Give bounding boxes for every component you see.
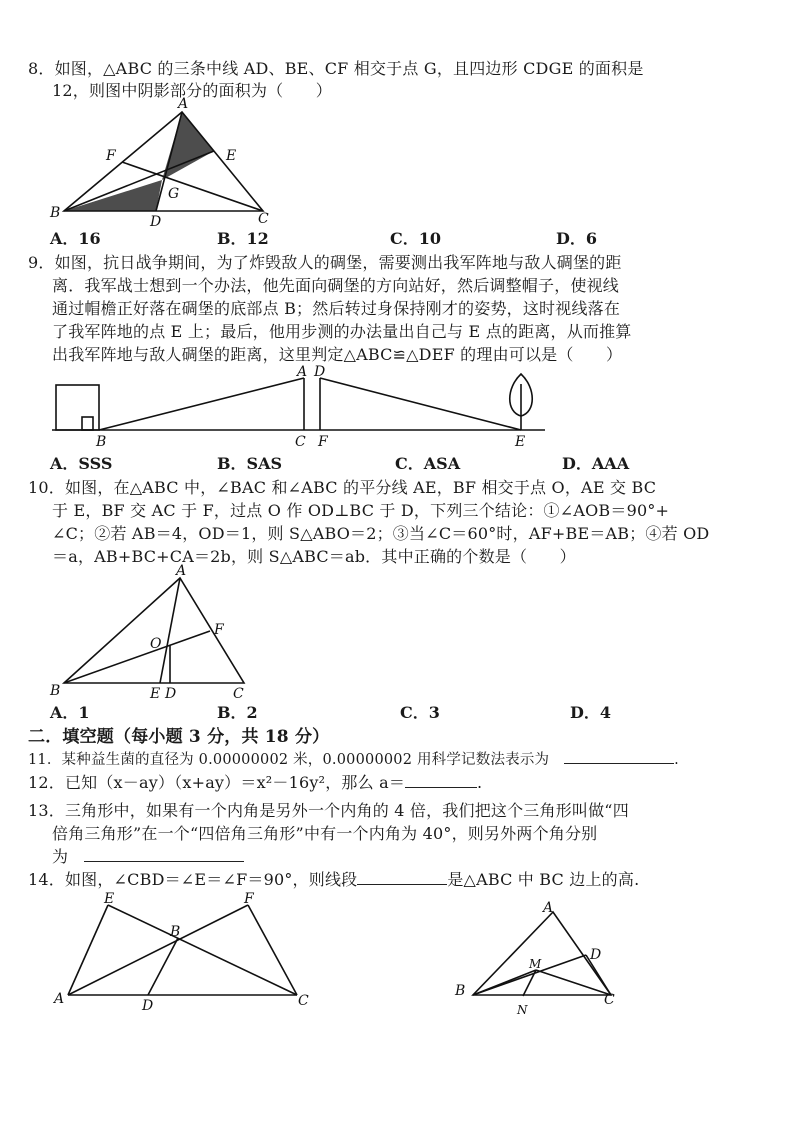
q10-label-D: D xyxy=(165,686,177,702)
q9-label-D: D xyxy=(314,364,326,380)
q10-line4: ＝a，AB+BC+CA＝2b，则 S△ABC＝ab．其中正确的个数是（ ） xyxy=(52,547,576,566)
q14-label-E: E xyxy=(104,891,115,907)
q14b-label-D: D xyxy=(590,947,602,963)
q9-option-b[interactable]: B．SAS xyxy=(217,454,283,473)
q10-line3: ∠C；②若 AB＝4，OD＝1，则 S△ABO＝2；③当∠C＝60°时，AF+BE＝AB；④若 OD xyxy=(52,524,710,543)
q11-text: 11．某种益生菌的直径为 0.00000002 米，0.00000002 用科学记数法表示为 xyxy=(28,752,550,768)
q9-option-a[interactable]: A．SSS xyxy=(50,454,113,473)
q9-label-E: E xyxy=(515,434,526,450)
q14b-label-N: N xyxy=(517,1003,528,1017)
q8-option-b[interactable]: B．12 xyxy=(217,229,269,248)
q14b-label-C: C xyxy=(604,992,615,1008)
q8-label-B: B xyxy=(50,205,61,221)
q9-label-F: F xyxy=(318,434,328,450)
q14-label-F: F xyxy=(244,891,254,907)
q9-line1: 9．如图，抗日战争期间，为了炸毁敌人的碉堡，需要测出我军阵地与敌人碉堡的距 xyxy=(28,253,622,272)
q10-label-O: O xyxy=(150,636,162,652)
q12-text: 12．已知（x－ay）（x+ay）＝x²－16y²，那么 a＝ xyxy=(28,773,406,792)
q14-label-A: A xyxy=(54,991,65,1007)
q8-option-d[interactable]: D．6 xyxy=(556,229,598,248)
q10-option-d[interactable]: D．4 xyxy=(570,703,612,722)
q14-label-D: D xyxy=(142,998,154,1014)
q10-line1: 10．如图，在△ABC 中，∠BAC 和∠ABC 的平分线 AE，BF 相交于点 O，AE 交 BC xyxy=(28,478,657,497)
q10-option-b[interactable]: B．2 xyxy=(217,703,258,722)
q10-label-C: C xyxy=(233,686,244,702)
q13-line3-text: 为 xyxy=(52,847,69,866)
q14-label-B: B xyxy=(170,924,181,940)
q12-tail: . xyxy=(477,773,483,792)
q9-line3: 通过帽檐正好落在碉堡的底部点 B；然后转过身保持刚才的姿势，这时视线落在 xyxy=(52,299,621,318)
q8-label-G: G xyxy=(168,186,180,202)
q14b-segment-MC xyxy=(536,970,611,995)
q9-option-d[interactable]: D．AAA xyxy=(562,454,630,473)
q8-option-a[interactable]: A．16 xyxy=(50,229,101,248)
q14b-label-M: M xyxy=(529,957,542,971)
q10-label-E: E xyxy=(150,686,161,702)
q8-label-C: C xyxy=(258,211,269,227)
q8-option-c[interactable]: C．10 xyxy=(390,229,442,248)
q9-line2: 离．我军战士想到一个办法，他先面向碉堡的方向站好，然后调整帽子，使视线 xyxy=(52,276,620,295)
q9-option-c[interactable]: C．ASA xyxy=(395,454,461,473)
q8-label-A: A xyxy=(178,96,189,112)
q9-line5: 出我军阵地与敌人碉堡的距离，这里判定△ABC≌△DEF 的理由可以是（ ） xyxy=(52,345,623,364)
q9-line4: 了我军阵地的点 E 上；最后，他用步测的办法量出自己与 E 点的距离，从而推算 xyxy=(52,322,632,341)
q9-label-A: A xyxy=(297,364,308,380)
q10-line2: 于 E，BF 交 AC 于 F，过点 O 作 OD⊥BC 于 D，下列三个结论：①∠AOB＝90°+ xyxy=(52,501,670,520)
q14b-label-B: B xyxy=(455,983,466,999)
q10-label-F: F xyxy=(214,622,224,638)
q14-text-after: 是△ABC 中 BC 边上的高. xyxy=(447,870,640,889)
q14-text-before: 14．如图，∠CBD＝∠E＝∠F＝90°，则线段 xyxy=(28,870,358,889)
q10-label-B: B xyxy=(50,683,61,699)
section2-title: 二．填空题（每小题 3 分，共 18 分） xyxy=(28,727,330,747)
q10-option-c[interactable]: C．3 xyxy=(400,703,440,722)
q10-label-A: A xyxy=(176,563,187,579)
q9-label-C: C xyxy=(295,434,306,450)
q14-label-C: C xyxy=(298,993,309,1009)
q8-line2: 12，则图中阴影部分的面积为（ ） xyxy=(52,81,332,100)
q14b-label-A: A xyxy=(543,900,554,916)
q9-label-B: B xyxy=(96,434,107,450)
q8-line1: 8．如图，△ABC 的三条中线 AD、BE、CF 相交于点 G，且四边形 CDGE 的面积是 xyxy=(28,59,644,78)
q8-label-D: D xyxy=(150,214,162,230)
q13-line2: 倍角三角形”在一个“四倍角三角形”中有一个内角为 40°，则另外两个角分别 xyxy=(52,824,598,843)
q8-label-E: E xyxy=(226,148,237,164)
q10-option-a[interactable]: A．1 xyxy=(50,703,90,722)
q13-line1: 13．三角形中，如果有一个内角是另外一个内角的 4 倍，我们把这个三角形叫做“四 xyxy=(28,801,629,820)
q14b-segment-BM xyxy=(473,970,536,995)
q8-label-F: F xyxy=(106,148,116,164)
q11-tail: . xyxy=(674,752,679,768)
